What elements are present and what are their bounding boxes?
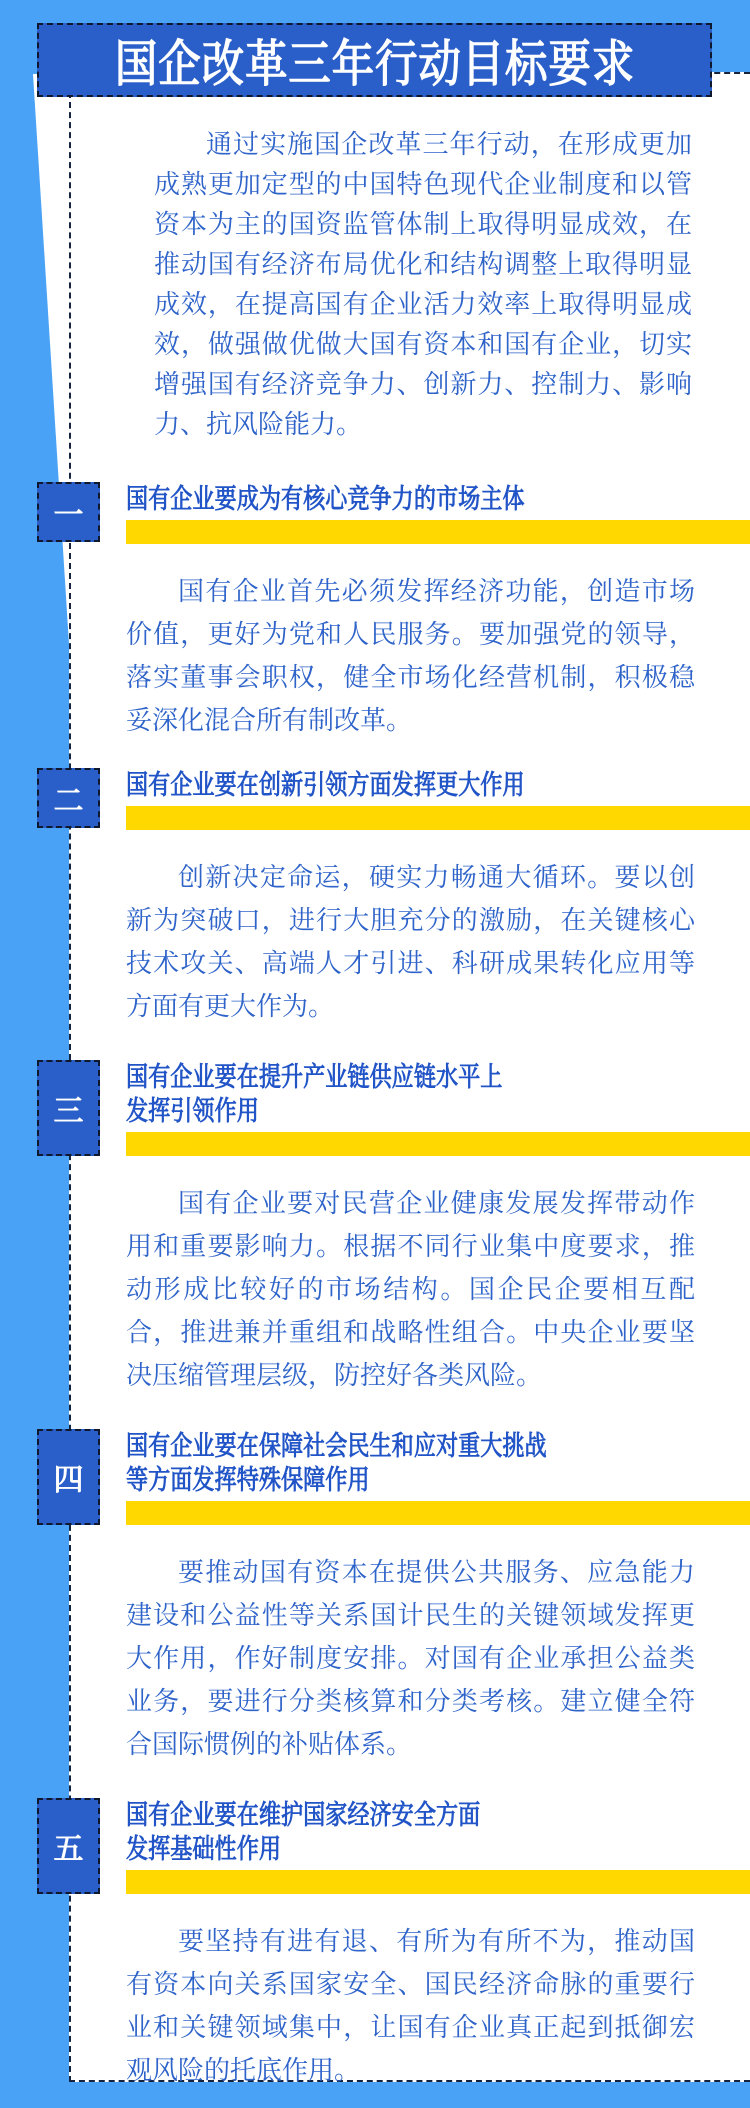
section-2-body: 创新决定命运，硬实力畅通大循环。要以创新为突破口，进行大胆充分的激励，在关键核心技术攻关、高端人才引进、科研成果转化应用等方面有更大作为。 <box>126 862 695 1021</box>
section-5-heading: 国有企业要在维护国家经济安全方面 发挥基础性作用 <box>126 1800 481 1864</box>
section-4-header <box>53 1429 750 1525</box>
section-3 <box>53 1060 750 1397</box>
title-banner <box>37 23 712 97</box>
section-3-body: 国有企业要对民营企业健康发展发挥带动作用和重要影响力。根据不同行业集中度要求，推动形成比较好的市场结构。国企民企要相互配合，推进兼并重组和战略性组合。中央企业要坚决压缩管理层级，防控好各类风险。 <box>126 1188 695 1390</box>
section-4-highlight-bar <box>126 1501 750 1525</box>
section-3-highlight-bar <box>126 1132 750 1156</box>
section-2 <box>53 768 750 1028</box>
section-4-heading: 国有企业要在保障社会民生和应对重大挑战 等方面发挥特殊保障作用 <box>126 1431 547 1495</box>
section-2-number: 二 <box>53 785 84 818</box>
intro-paragraph: 通过实施国企改革三年行动，在形成更加成熟更加定型的中国特色现代企业制度和以管资本为主的国资监管体制上取得明显成效，在推动国有经济布局优化和结构调整上取得明显成效，在提高国有企业活力效率上取得明显成效，做强做优做大国有资本和国有企业，切实增强国有经济竞争力、创新力、控制力、影响力、抗风险能力。 <box>154 129 692 439</box>
section-5 <box>53 1798 750 2092</box>
section-4 <box>53 1429 750 1766</box>
section-5-body: 要坚持有进有退、有所为有所不为，推动国有资本向关系国家安全、国民经济命脉的重要行业和关键领域集中，让国有企业真正起到抵御宏观风险的托底作用。 <box>126 1926 695 2085</box>
diagonal-band-wedge <box>33 74 69 644</box>
section-3-heading: 国有企业要在提升产业链供应链水平上 发挥引领作用 <box>126 1062 503 1126</box>
section-1-header <box>53 482 750 544</box>
section-1-number: 一 <box>53 499 84 532</box>
section-3-number-badge <box>37 1060 100 1156</box>
section-5-number: 五 <box>53 1833 84 1866</box>
content-sheet <box>53 72 750 2085</box>
section-2-heading: 国有企业要在创新引领方面发挥更大作用 <box>126 770 525 800</box>
section-5-number-badge <box>37 1798 100 1894</box>
section-2-header <box>53 768 750 830</box>
section-2-number-badge <box>37 768 100 828</box>
section-1-highlight-bar <box>126 520 750 544</box>
section-3-header <box>53 1060 750 1156</box>
section-1-number-badge <box>37 482 100 542</box>
section-1-heading: 国有企业要成为有核心竞争力的市场主体 <box>126 484 525 514</box>
section-5-header <box>53 1798 750 1894</box>
page-title: 国企改革三年行动目标要求 <box>114 36 635 92</box>
section-5-highlight-bar <box>126 1870 750 1894</box>
section-1 <box>53 482 750 742</box>
section-1-body: 国有企业首先必须发挥经济功能，创造市场价值，更好为党和人民服务。要加强党的领导，落实董事会职权，健全市场化经营机制，积极稳妥深化混合所有制改革。 <box>126 576 695 735</box>
section-4-number: 四 <box>53 1464 84 1497</box>
section-2-highlight-bar <box>126 806 750 830</box>
section-4-body: 要推动国有资本在提供公共服务、应急能力建设和公益性等关系国计民生的关键领域发挥更大作用，作好制度安排。对国有企业承担公益类业务，要进行分类核算和分类考核。建立健全符合国际惯例的补贴体系。 <box>126 1557 695 1759</box>
section-4-number-badge <box>37 1429 100 1525</box>
section-3-number: 三 <box>53 1095 84 1128</box>
